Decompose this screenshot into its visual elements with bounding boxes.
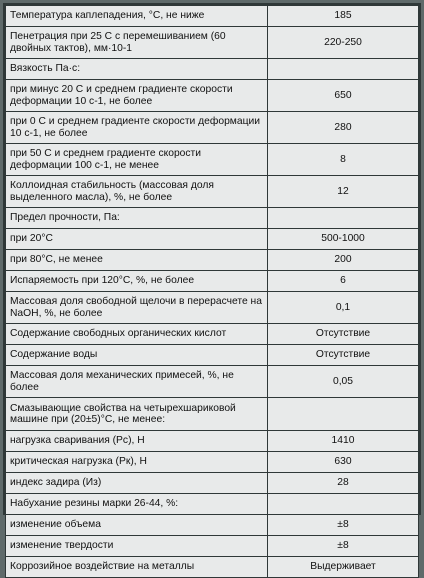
parameter-cell: при 20°С [6, 229, 267, 249]
table-row [6, 112, 418, 143]
table-row [6, 176, 418, 207]
value-cell: 630 [268, 452, 418, 472]
value-cell: 1410 [268, 431, 418, 451]
value-cell: 8 [268, 144, 418, 175]
table-row [6, 229, 418, 249]
table-row [6, 536, 418, 556]
parameter-cell: Коррозийное воздействие на металлы [6, 557, 267, 577]
parameter-cell: при 0 С и среднем градиенте скорости деформации 10 с-1, не более [6, 112, 267, 143]
parameter-cell: Коллоидная стабильность (массовая доля выделенного масла), %, не более [6, 176, 267, 207]
value-cell: 0,1 [268, 292, 418, 323]
parameter-cell: индекс задира (Из) [6, 473, 267, 493]
table-row [6, 271, 418, 291]
value-cell: 185 [268, 6, 418, 26]
parameter-cell: Массовая доля механических примесей, %, не более [6, 366, 267, 397]
value-cell [268, 398, 418, 430]
table-row [6, 366, 418, 397]
parameter-cell: Набухание резины марки 26-44, %: [6, 494, 267, 514]
table-row [6, 80, 418, 111]
value-cell: 280 [268, 112, 418, 143]
parameter-cell: изменение объема [6, 515, 267, 535]
parameter-cell: изменение твердости [6, 536, 267, 556]
parameter-cell: Смазывающие свойства на четырехшариковой машине при (20±5)°С, не менее: [6, 398, 267, 430]
parameter-cell: при минус 20 С и среднем градиенте скорости деформации 10 с-1, не более [6, 80, 267, 111]
table-row [6, 27, 418, 58]
value-cell: ±8 [268, 536, 418, 556]
value-cell: Отсутствие [268, 345, 418, 365]
table-row [6, 452, 418, 472]
value-cell: 12 [268, 176, 418, 207]
value-cell: 28 [268, 473, 418, 493]
value-cell [268, 59, 418, 79]
value-cell: 200 [268, 250, 418, 270]
parameter-cell: критическая нагрузка (Рк), Н [6, 452, 267, 472]
value-cell: Выдерживает [268, 557, 418, 577]
value-cell: Отсутствие [268, 324, 418, 344]
table-row [6, 431, 418, 451]
table-row [6, 59, 418, 79]
value-cell: 0,05 [268, 366, 418, 397]
table-container [3, 3, 421, 573]
value-cell: 6 [268, 271, 418, 291]
table-row [6, 398, 418, 430]
parameter-cell: при 50 С и среднем градиенте скорости деформации 100 с-1, не менее [6, 144, 267, 175]
properties-table-body [6, 6, 418, 577]
value-cell: 500-1000 [268, 229, 418, 249]
table-row [6, 324, 418, 344]
value-cell: 220-250 [268, 27, 418, 58]
table-row [6, 144, 418, 175]
value-cell [268, 208, 418, 228]
parameter-cell: Температура каплепадения, °С, не ниже [6, 6, 267, 26]
parameter-cell: при 80°С, не менее [6, 250, 267, 270]
table-row [6, 208, 418, 228]
table-row [6, 250, 418, 270]
parameter-cell: Испаряемость при 120°С, %, не более [6, 271, 267, 291]
parameter-cell: Вязкость Па·с: [6, 59, 267, 79]
table-row [6, 6, 418, 26]
table-row [6, 292, 418, 323]
parameter-cell: Массовая доля свободной щелочи в перерасчете на NaOH, %, не более [6, 292, 267, 323]
parameter-cell: нагрузка сваривания (Рс), Н [6, 431, 267, 451]
table-row [6, 494, 418, 514]
table-row [6, 345, 418, 365]
parameter-cell: Содержание воды [6, 345, 267, 365]
value-cell [268, 494, 418, 514]
table-row [6, 515, 418, 535]
table-row [6, 557, 418, 577]
table-row [6, 473, 418, 493]
properties-table [5, 5, 419, 578]
parameter-cell: Содержание свободных органических кислот [6, 324, 267, 344]
parameter-cell: Пенетрация при 25 С с перемешиванием (60 двойных тактов), мм·10-1 [6, 27, 267, 58]
parameter-cell: Предел прочности, Па: [6, 208, 267, 228]
value-cell: ±8 [268, 515, 418, 535]
value-cell: 650 [268, 80, 418, 111]
